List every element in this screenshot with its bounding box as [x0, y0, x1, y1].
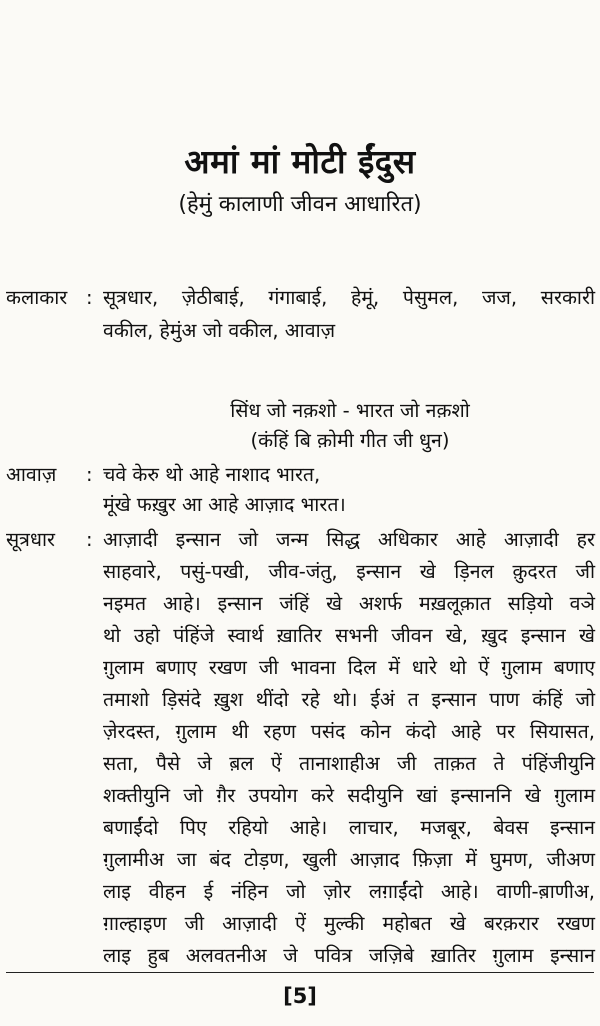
dialogue-line: बणाईंदो पिए रहियो आहे। लाचार, मजबूर, बेवस इन्सान	[103, 816, 595, 839]
speaker-name: आवाज़	[6, 463, 57, 486]
scene-heading: सिंध जो नक़शो - भारत जो नक़शो	[230, 399, 470, 422]
footer-divider	[6, 972, 594, 973]
page-number: [5]	[283, 984, 317, 1008]
dialogue-line: ग़ाल्हाइण जी आज़ादी ऐं मुल्की महोबत खे बरक़रार रखण	[103, 912, 595, 935]
cast-line: वकील, हेमुंअ जो वकील, आवाज़	[103, 319, 336, 342]
scene-note: (कंहिं बि क़ोमी गीत जी धुन)	[250, 429, 450, 452]
dialogue-line: साहवारे, पसुं-पखी, जीव-जंतु, इन्सान खे ड़िनल क़ुदरत जी	[103, 560, 595, 583]
speaker-name: सूत्रधार	[6, 528, 55, 551]
dialogue-line: नइमत आहे। इन्सान जंहिं खे अशर्फ मख़लूक़ात सड़ियो वञे	[103, 592, 595, 615]
dialogue-line: थो उहो पंहिंजे स्वार्थ ख़ातिर सभनी जीवन खे, ख़ुद इन्सान खे	[103, 624, 595, 647]
cast-colon: :	[86, 286, 93, 309]
dialogue-line: तमाशो ड़िसंदे ख़ुश थींदो रहे थो। ईअं त इन्सान पाण कंहिं जो	[103, 688, 595, 711]
dialogue-line: ग़ुलामीअ जा बंद टोड़ण, खुली आज़ाद फ़िज़ा में घुमण, जीअण	[103, 848, 595, 871]
page-subtitle: (हेमुं कालाणी जीवन आधारित)	[178, 192, 422, 217]
speaker-colon: :	[86, 528, 93, 551]
speaker-colon: :	[86, 463, 93, 486]
cast-label: कलाकार	[6, 286, 68, 309]
dialogue-line: शक्तीयुनि जो ग़ैर उपयोग करे सदीयुनि खां इन्साननि खे ग़ुलाम	[103, 784, 595, 807]
dialogue-line: चवे केरु थो आहे नाशाद भारत,	[103, 463, 321, 486]
dialogue-line: सता, पैसे जे ब़ल ऐं तानाशाहीअ जी ताक़त ते पंहिंजीयुनि	[103, 752, 595, 775]
cast-line: सूत्रधार, ज़ेठीबाई, गंगाबाई, हेमूं, पेसुमल, जज, सरकारी	[103, 286, 595, 309]
page-title: अमां मां मोटी ईंदुस	[184, 142, 416, 181]
dialogue-line: ग़ुलाम बणाए रखण जी भावना दिल में धारे थो ऐं ग़ुलाम बणाए	[103, 656, 595, 679]
dialogue-line: आज़ादी इन्सान जो जन्म सिद्ध अधिकार आहे आज़ादी हर	[103, 528, 595, 551]
dialogue-line: लाइ हुब अलवतनीअ जे पवित्र जज़िबे ख़ातिर ग़ुलाम इन्सान	[103, 944, 595, 967]
dialogue-line: मूंखे फख़ुर आ आहे आज़ाद भारत।	[103, 493, 346, 516]
dialogue-line: ज़ेरदस्त, ग़ुलाम थी रहण पसंद कोन कंदो आहे पर सियासत,	[103, 720, 595, 743]
dialogue-line: लाइ वीहन ई नंहिन जो ज़ोर लग़ाईंदो आहे। वाणी-ब़ाणीअ,	[103, 880, 595, 903]
